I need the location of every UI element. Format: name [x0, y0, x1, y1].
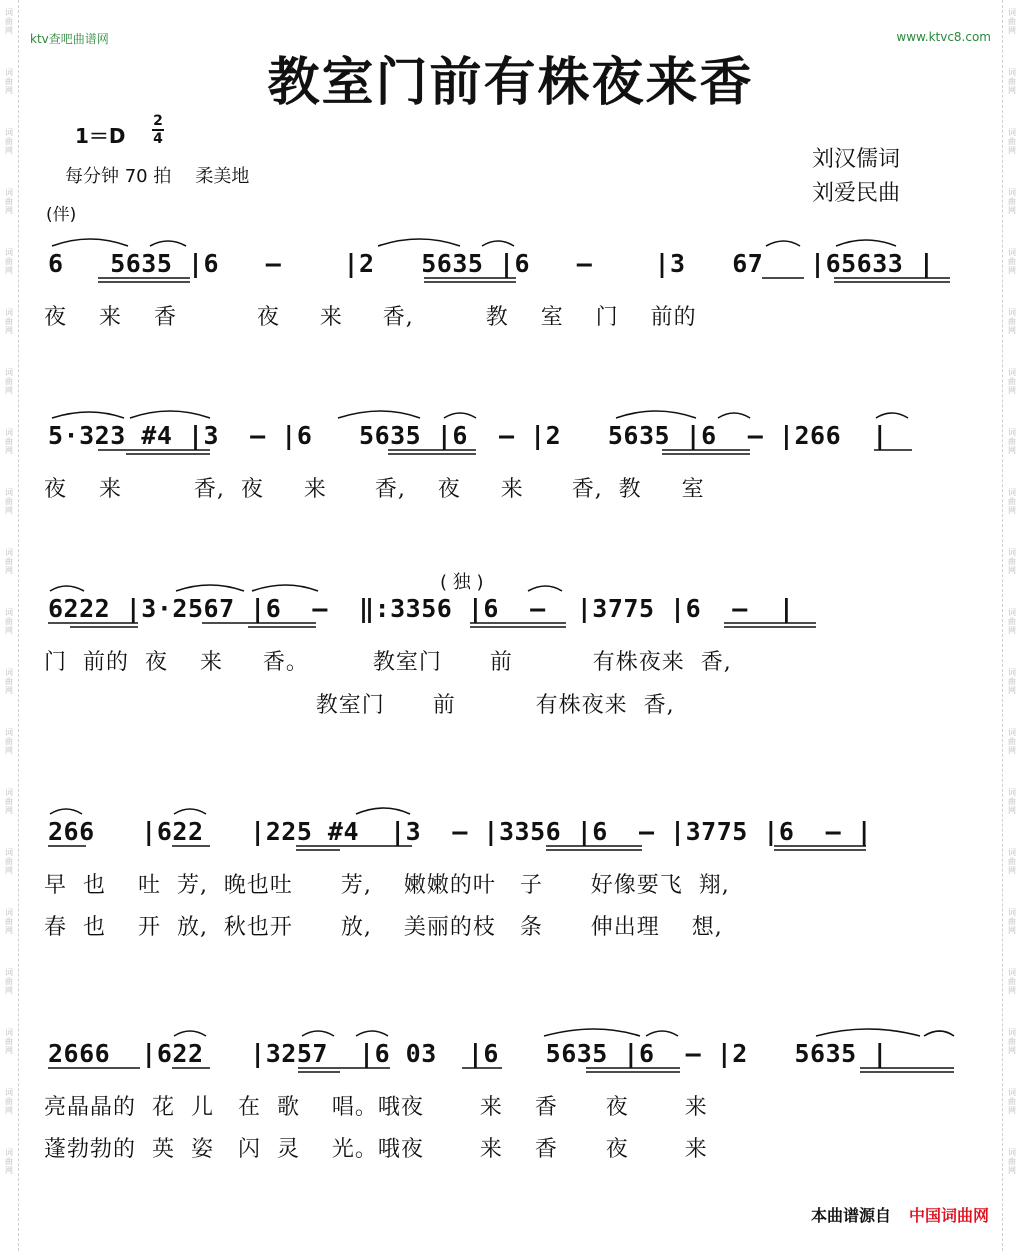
side-watermark-right: 词 曲 网	[1008, 308, 1016, 335]
side-watermark-right: 词 曲 网	[1008, 188, 1016, 215]
time-signature-top: 2	[153, 113, 163, 129]
lyrics-line-1-verse-1: 夜 来 香 夜 来 香, 教 室 门 前的	[44, 305, 697, 330]
notes-line-4: 266 |622 |225 #4 |3 – |3356 |6 – |3775 |6 – |	[48, 817, 873, 846]
side-watermark-left: 词 曲 网	[5, 968, 13, 995]
lyrics-line-3-verse-2: 教室门 前 有株夜来 香,	[44, 693, 675, 718]
side-watermark-left: 词 曲 网	[5, 548, 13, 575]
lyrics-line-3-verse-1: 门 前的 夜 来 香。 教室门 前 有株夜来 香,	[44, 650, 732, 675]
side-watermark-left: 词 曲 网	[5, 1028, 13, 1055]
source-brand-link[interactable]: 中国词曲网	[908, 1206, 989, 1225]
side-watermark-left: 词 曲 网	[5, 1088, 13, 1115]
side-watermark-right: 词 曲 网	[1008, 1028, 1016, 1055]
side-watermark-right: 词 曲 网	[1008, 968, 1016, 995]
solo-mark: ( 独 )	[440, 572, 484, 593]
notes-line-3: 6222 |3·2567 |6 – ‖:3356 |6 – |3775 |6 – |	[48, 594, 795, 623]
side-watermark-right: 词 曲 网	[1008, 608, 1016, 635]
side-watermark-left: 词 曲 网	[5, 8, 13, 35]
footer-source	[811, 1203, 989, 1226]
side-watermark-left: 词 曲 网	[5, 248, 13, 275]
side-watermark-right: 词 曲 网	[1008, 548, 1016, 575]
side-watermark-left: 词 曲 网	[5, 848, 13, 875]
side-watermark-left: 词 曲 网	[5, 1148, 13, 1175]
side-watermark-right: 词 曲 网	[1008, 788, 1016, 815]
side-watermark-left: 词 曲 网	[5, 728, 13, 755]
composer-credit: 刘爱民曲	[812, 181, 901, 206]
side-watermark-right: 词 曲 网	[1008, 428, 1016, 455]
side-watermark-right: 词 曲 网	[1008, 68, 1016, 95]
side-watermark-right: 词 曲 网	[1008, 908, 1016, 935]
side-watermark-left: 词 曲 网	[5, 128, 13, 155]
side-watermark-right: 词 曲 网	[1008, 848, 1016, 875]
side-watermark-left: 词 曲 网	[5, 608, 13, 635]
side-watermark-right: 词 曲 网	[1008, 128, 1016, 155]
tempo-text: 每分钟 70 拍	[65, 166, 172, 187]
side-watermark-right: 词 曲 网	[1008, 728, 1016, 755]
side-watermark-left: 词 曲 网	[5, 908, 13, 935]
notes-line-1: 6 5635 |6 – |2 5635 |6 – |3 67 |65633 |	[48, 249, 935, 278]
song-title: 教室门前有株夜来香	[267, 53, 754, 113]
accompaniment-mark: (伴)	[46, 205, 77, 225]
side-watermark-left: 词 曲 网	[5, 308, 13, 335]
side-watermark-right: 词 曲 网	[1008, 1148, 1016, 1175]
side-watermark-right: 词 曲 网	[1008, 1088, 1016, 1115]
expression-text: 柔美地	[195, 166, 250, 187]
side-watermark-left: 词 曲 网	[5, 68, 13, 95]
side-watermark-left: 词 曲 网	[5, 428, 13, 455]
source-label: 本曲谱源自	[810, 1206, 891, 1225]
side-watermark-right: 词 曲 网	[1008, 8, 1016, 35]
side-watermark-right: 词 曲 网	[1008, 488, 1016, 515]
lyrics-line-2-verse-1: 夜 来 香, 夜 来 香, 夜 来 香, 教 室	[44, 477, 705, 502]
side-watermark-right: 词 曲 网	[1008, 668, 1016, 695]
notes-line-2: 5·323 #4 |3 – |6 5635 |6 – |2 5635 |6 – |266 |	[48, 421, 888, 450]
side-watermark-right: 词 曲 网	[1008, 248, 1016, 275]
site-watermark-right[interactable]: www.ktvc8.com	[896, 30, 991, 44]
side-watermark-left: 词 曲 网	[5, 488, 13, 515]
lyrics-line-4-verse-1: 早 也 吐 芳, 晚也吐 芳, 嫩嫩的叶 子 好像要飞 翔,	[44, 873, 730, 898]
time-signature-bottom: 4	[153, 131, 163, 147]
site-watermark-left[interactable]: ktv查吧曲谱网	[30, 32, 109, 46]
notes-line-5: 2666 |622 |3257 |6 03 |6 5635 |6 – |2 5635 |	[48, 1039, 888, 1068]
lyricist-credit: 刘汉儒词	[812, 147, 901, 172]
side-watermark-left: 词 曲 网	[5, 668, 13, 695]
side-watermark-left: 词 曲 网	[5, 188, 13, 215]
side-watermark-right: 词 曲 网	[1008, 368, 1016, 395]
lyrics-line-5-verse-2: 蓬勃勃的 英 姿 闪 灵 光。哦夜 来 香 夜 来	[44, 1137, 708, 1162]
side-watermark-left: 词 曲 网	[5, 368, 13, 395]
lyrics-line-5-verse-1: 亮晶晶的 花 儿 在 歌 唱。哦夜 来 香 夜 来	[44, 1095, 708, 1120]
lyrics-line-4-verse-2: 春 也 开 放, 秋也开 放, 美丽的枝 条 伸出理 想,	[44, 915, 723, 940]
side-watermark-left: 词 曲 网	[5, 788, 13, 815]
key-signature: 1＝D	[75, 124, 126, 148]
